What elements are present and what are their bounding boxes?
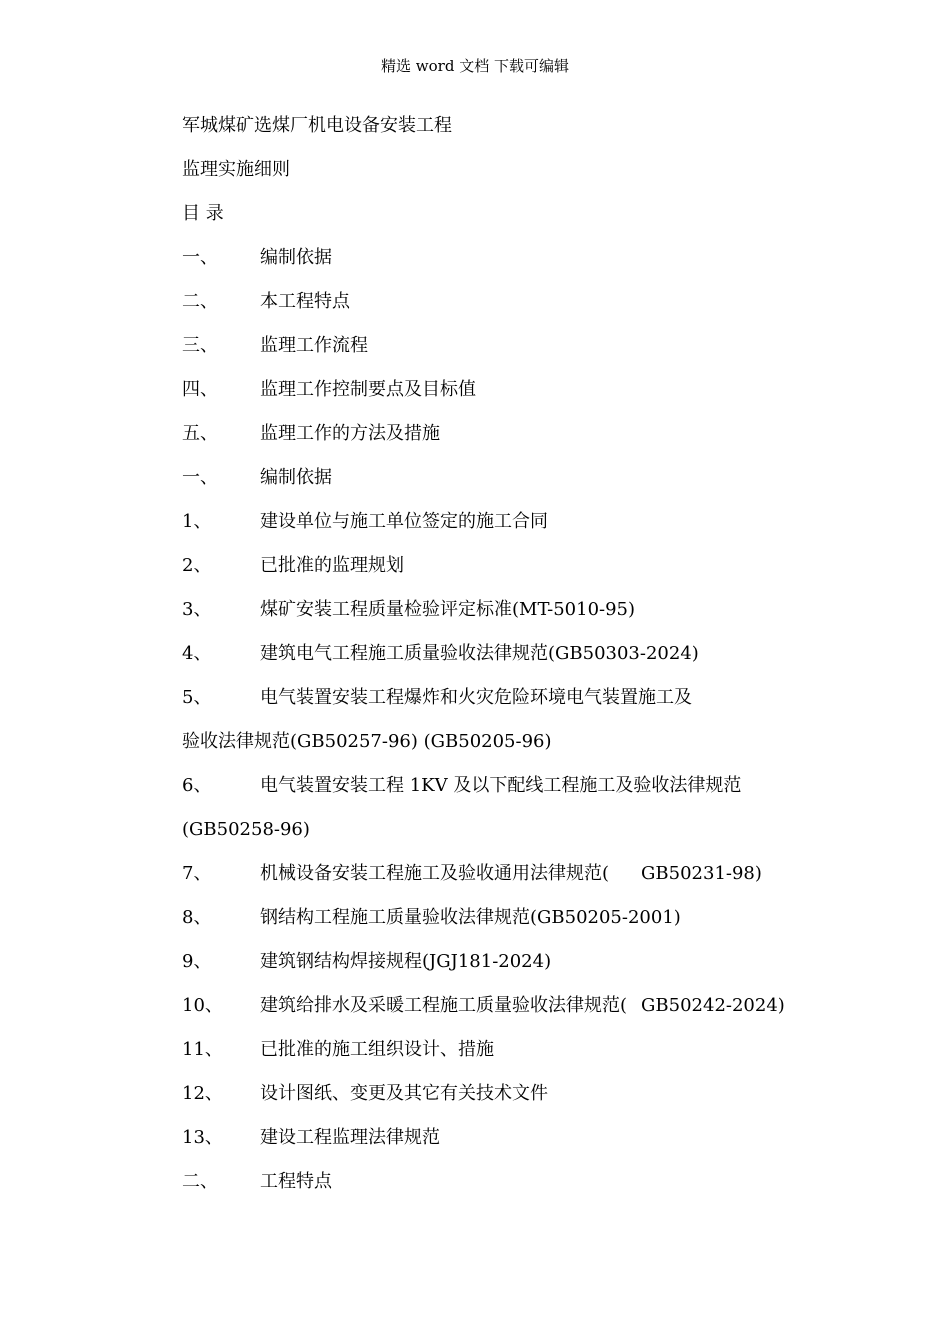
section-heading [182,464,802,508]
basis-item-number: 4、 [182,643,212,664]
toc-item-text: 监理工作的方法及措施 [260,423,440,444]
document-subtitle: 监理实施细则 [182,159,290,180]
basis-item-text: 建筑给排水及采暖工程施工质量验收法律规范( [260,995,628,1016]
basis-item [182,948,802,992]
page-header: 精选 word 文档 下载可编辑 [381,57,569,75]
toc-item [182,332,802,376]
basis-item-number: 10、 [182,995,223,1016]
basis-item-text: 电气装置安装工程爆炸和火灾危险环境电气装置施工及 [260,687,692,708]
section-title: 编制依据 [260,467,332,488]
basis-item [182,992,802,1036]
toc-item-number: 四、 [182,379,218,400]
basis-item [182,552,802,596]
basis-item-number: 2、 [182,555,212,576]
basis-item-code: GB50231-98) [641,863,762,884]
section-number: 一、 [182,467,218,488]
basis-item-continuation: (GB50258-96) [182,819,310,840]
toc-item [182,244,802,288]
basis-item-text: 设计图纸、变更及其它有关技术文件 [260,1083,548,1104]
basis-item-number: 7、 [182,863,212,884]
basis-item [182,596,802,640]
basis-item [182,1080,802,1124]
basis-item-text: 建设工程监理法律规范 [260,1127,440,1148]
basis-item [182,508,802,552]
basis-item-number: 6、 [182,775,212,796]
toc-item-number: 五、 [182,423,218,444]
basis-item-number: 11、 [182,1039,223,1060]
toc-item-number: 三、 [182,335,218,356]
basis-item [182,684,802,728]
basis-item-text: 电气装置安装工程 1KV 及以下配线工程施工及验收法律规范 [260,775,742,796]
basis-item-number: 9、 [182,951,212,972]
basis-item [182,860,802,904]
basis-item-number: 5、 [182,687,212,708]
section-number: 二、 [182,1171,218,1192]
toc-item-text: 监理工作流程 [260,335,368,356]
basis-item-number: 12、 [182,1083,223,1104]
basis-item-code: GB50242-2024) [641,995,785,1016]
toc-item [182,376,802,420]
basis-item-text: 煤矿安装工程质量检验评定标准(MT-5010-95) [260,599,636,620]
basis-item-text: 建筑钢结构焊接规程(JGJ181-2024) [260,951,552,972]
basis-item-number: 1、 [182,511,212,532]
basis-item [182,772,802,816]
basis-item [182,1124,802,1168]
section-heading [182,1168,802,1212]
document-title: 军城煤矿选煤厂机电设备安装工程 [182,115,452,136]
toc-item-number: 二、 [182,291,218,312]
basis-item-text: 机械设备安装工程施工及验收通用法律规范( [260,863,610,884]
basis-item-number: 13、 [182,1127,223,1148]
basis-item-number: 3、 [182,599,212,620]
basis-item-number: 8、 [182,907,212,928]
basis-item-text: 钢结构工程施工质量验收法律规范(GB50205-2001) [260,907,681,928]
basis-item-text: 已批准的监理规划 [260,555,404,576]
document-body [182,112,802,1212]
basis-item-text: 建设单位与施工单位签定的施工合同 [260,511,548,532]
basis-item [182,1036,802,1080]
section-title: 工程特点 [260,1171,332,1192]
basis-item [182,640,802,684]
toc-item-text: 本工程特点 [260,291,350,312]
toc-item-text: 监理工作控制要点及目标值 [260,379,476,400]
basis-item-continuation: 验收法律规范(GB50257-96) (GB50205-96) [182,731,552,752]
toc-heading: 目 录 [182,203,224,224]
toc-item [182,420,802,464]
basis-item [182,904,802,948]
basis-item-text: 建筑电气工程施工质量验收法律规范(GB50303-2024) [260,643,699,664]
toc-item-number: 一、 [182,247,218,268]
toc-item-text: 编制依据 [260,247,332,268]
toc-item [182,288,802,332]
basis-item-text: 已批准的施工组织设计、措施 [260,1039,494,1060]
